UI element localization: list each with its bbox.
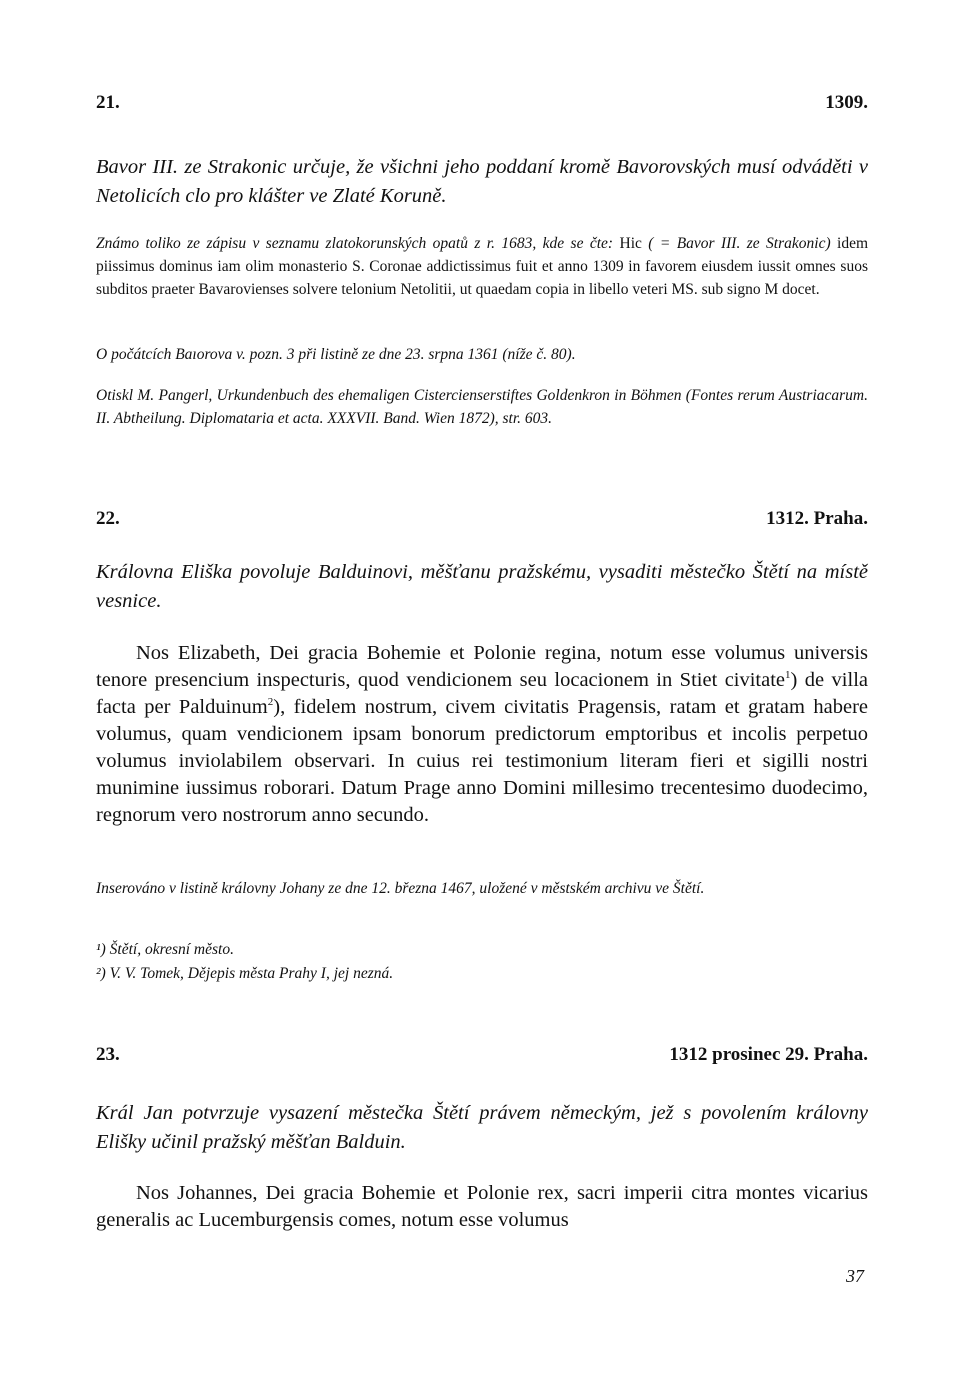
doc23-number: 23. xyxy=(96,1044,120,1065)
footnote-1: ¹) Štětí, okresní město. xyxy=(96,941,234,958)
doc21-date: 1309. xyxy=(825,92,868,113)
doc21-regest: Bavor III. ze Strakonic určuje, že všichni jeho poddaní kromě Bavorovských musí odváděti v Netolicích clo pro klášter ve Zlaté Koruně. xyxy=(96,156,868,207)
page-number: 37 xyxy=(846,1266,864,1286)
footnote-ref-1: 1 xyxy=(785,669,791,682)
doc22-text-c: ), fidelem nostrum, civem civitatis Pragensis, ratam et gratam habere volumus, quam vendicionem ipsam bonorum predictorum emptoribus et incolis perpetuo volumus inviolabilem observari. In cuius rei testimonium literam fieri et sigilli nostri munimine iussimus roborari. Datum Prage anno Domini millesimo trecentesimo duodecimo, regnorum vero nostrorum anno secundo. xyxy=(96,696,868,826)
footnote-2: ²) V. V. Tomek, Dějepis města Prahy I, jej nezná. xyxy=(96,965,394,982)
doc22-text-b: ) de villa facta per Palduinum xyxy=(96,669,868,718)
doc21-header xyxy=(96,92,868,114)
doc22-date: 1312. Praha. xyxy=(766,508,868,529)
doc23-regest: Král Jan potvrzuje vysazení městečka Štětí právem německým, jež s povolením královny Elišky učinil pražský měšťan Balduin. xyxy=(96,1102,868,1153)
doc23-date: 1312 prosinec 29. Praha. xyxy=(669,1044,868,1065)
doc21-note-latin1: Hic xyxy=(619,235,642,252)
doc23-header xyxy=(96,1044,868,1066)
doc21-number: 21. xyxy=(96,92,120,113)
doc21-note-paren: ( = Bavor III. ze Strakonic) xyxy=(648,235,831,252)
doc22-footnotes xyxy=(96,938,868,986)
doc22-source: Inserováno v listině královny Johany ze dne 12. března 1467, uložené v městském archivu ve Štětí. xyxy=(96,880,705,897)
doc21-note2: O počátcích Baıorova v. pozn. 3 při listině ze dne 23. srpna 1361 (níže č. 80). xyxy=(96,346,576,363)
doc22-number: 22. xyxy=(96,508,120,529)
doc21-note-latin2: idem piissimus dominus iam olim monasterio S. Coronae addictissimus fuit et anno 1309 in favorem eiusdem iussit omnes suos subditos praeter Bavarovienses solvere telonium Netolitii, ut quaedam copia in libello veteri MS. sub signo M docet. xyxy=(96,235,869,298)
doc22-header xyxy=(96,508,868,530)
footnote-ref-2: 2 xyxy=(267,696,274,709)
doc21-edition: Otiskl M. Pangerl, Urkundenbuch des ehemaligen Cistercienserstiftes Goldenkron in Böhmen (Fontes rerum Austriacarum. II. Abtheilung. Diplomataria et acta. XXXVII. Band. Wien 1872), str. 603. xyxy=(96,387,868,427)
doc21-note-intro: Známo toliko ze zápisu v seznamu zlatokorunských opatů z r. 1683, kde se čte: xyxy=(96,235,614,252)
doc21-note xyxy=(96,232,868,301)
doc22-regest: Královna Eliška povoluje Balduinovi, měšťanu pražskému, vysaditi městečko Štětí na místě vesnice. xyxy=(96,561,868,612)
doc23-text: Nos Johannes, Dei gracia Bohemie et Polonie rex, sacri imperii citra montes vicarius generalis ac Lucemburgensis comes, notum esse volumus xyxy=(96,1182,868,1231)
doc22-text xyxy=(96,640,868,829)
doc22-text-a: Nos Elizabeth, Dei gracia Bohemie et Polonie regina, notum esse volumus universis tenore presencium inspecturis, quod vendicionem seu locacionem in Stiet civitate xyxy=(96,642,868,691)
